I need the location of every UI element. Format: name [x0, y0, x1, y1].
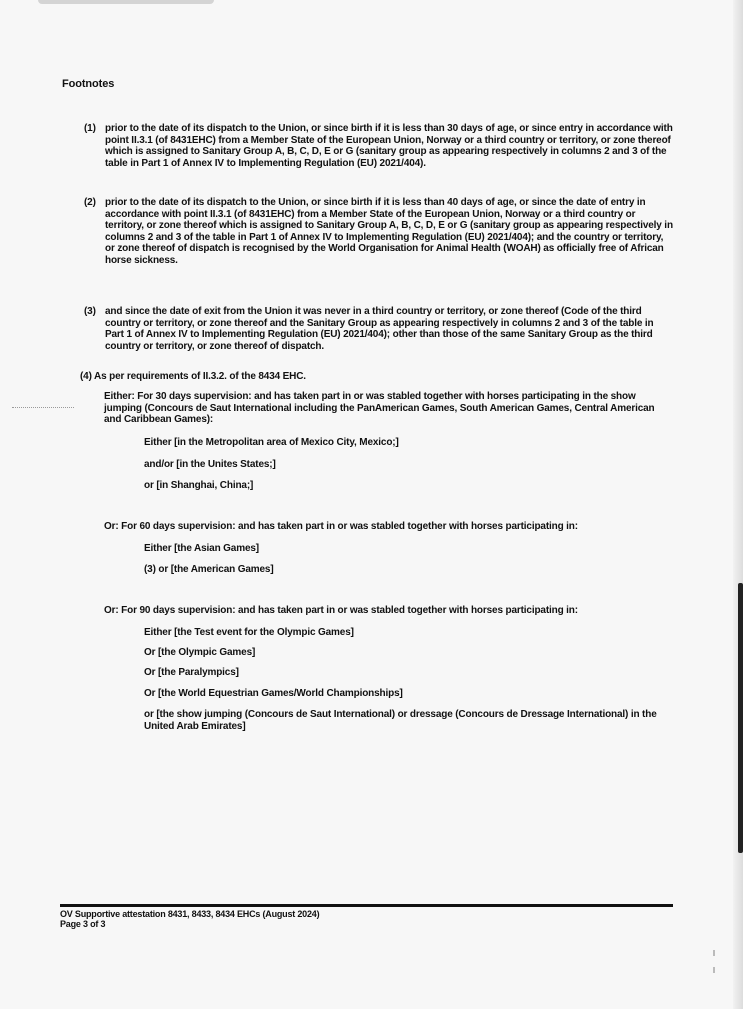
- option-world-equestrian-games: Or [the World Equestrian Games/World Championships]: [144, 688, 403, 699]
- option-olympic-test-event: Either [the Test event for the Olympic Games]: [144, 627, 354, 638]
- footnote-number: (2): [84, 197, 96, 208]
- footer-divider: [60, 904, 673, 907]
- footnote-1: [84, 123, 674, 193]
- edge-mark: [713, 950, 715, 956]
- page-edge: [733, 0, 743, 1009]
- footnote-2: [84, 197, 674, 301]
- footnote-text: prior to the date of its dispatch to the Union, or since birth if it is less than 30 days of age, or since entry in accordance with point II.3.1 (of 8431EHC) from a Member State of the European Union, Norway or a third country or territory, or zone thereof which is assigned to Sanitary Group A, B, C, D, E or G (sanitary group as appearing respectively in columns 2 and 3 of the table in Part 1 of Annex IV to Implementing Regulation (EU) 2021/404).: [105, 123, 673, 169]
- footer-page-number: Page 3 of 3: [60, 919, 106, 929]
- scrollbar-thumb[interactable]: [738, 583, 743, 853]
- or-90-days-text: Or: For 90 days supervision: and has taken part in or was stabled together with horses participating in:: [104, 605, 578, 616]
- footnote-3: [84, 306, 674, 366]
- option-uae-show-jumping: or [the show jumping (Concours de Saut International) or dressage (Concours de Dressage International) in the United Arab Emirates]: [144, 709, 657, 732]
- option-paralympics: Or [the Paralympics]: [144, 667, 239, 678]
- footnote-number: (1): [84, 123, 96, 134]
- footer-attestation: OV Supportive attestation 8431, 8433, 8434 EHCs (August 2024): [60, 909, 320, 919]
- or-60-days-text: Or: For 60 days supervision: and has taken part in or was stabled together with horses participating in:: [104, 521, 578, 532]
- option-olympic-games: Or [the Olympic Games]: [144, 647, 256, 658]
- footnote-4: (4) As per requirements of II.3.2. of the 8434 EHC.: [80, 371, 306, 382]
- option-united-states: and/or [in the Unites States;]: [144, 459, 276, 470]
- option-asian-games: Either [the Asian Games]: [144, 543, 259, 554]
- option-shanghai: or [in Shanghai, China;]: [144, 480, 254, 491]
- edge-mark: [713, 967, 715, 973]
- footnote-number: (3): [84, 306, 96, 317]
- option-american-games: (3) or [the American Games]: [144, 564, 274, 575]
- footnote-text: prior to the date of its dispatch to the Union, or since birth if it is less than 40 days of age, or since the date of entry in accordance with point II.3.1 (of 8431EHC) from a Member State of the European Union, Norway or a third country or territory, or zone thereof which is assigned to Sanitary Group A, B, C, D, E or G (sanitary group as appearing respectively in columns 2 and 3 of the table in Part 1 of Annex IV to Implementing Regulation (EU) 2021/404); and the country or territory, or zone thereof of dispatch is recognised by the World Organisation for Animal Health (WOAH) as officially free of African horse sickness.: [105, 197, 673, 266]
- margin-dots: [12, 407, 74, 409]
- option-mexico-city: Either [in the Metropolitan area of Mexico City, Mexico;]: [144, 437, 399, 448]
- footnote-text: and since the date of exit from the Union it was never in a third country or territory, or zone thereof (Code of the third country or territory, or zone thereof and the Sanitary Group as appearing respectively in columns 2 and 3 of the table in Part 1 of Annex IV to Implementing Regulation (EU) 2021/404); other than those of the same Sanitary Group as the third country or territory, or zone thereof of dispatch.: [105, 306, 654, 352]
- footnotes-heading: Footnotes: [62, 78, 115, 90]
- top-smudge: [38, 0, 214, 4]
- either-30-days-text: Either: For 30 days supervision: and has taken part in or was stabled together with horses participating in the show jumping (Concours de Saut International including the PanAmerican Games, South American Games, Central American and Caribbean Games):: [104, 391, 655, 426]
